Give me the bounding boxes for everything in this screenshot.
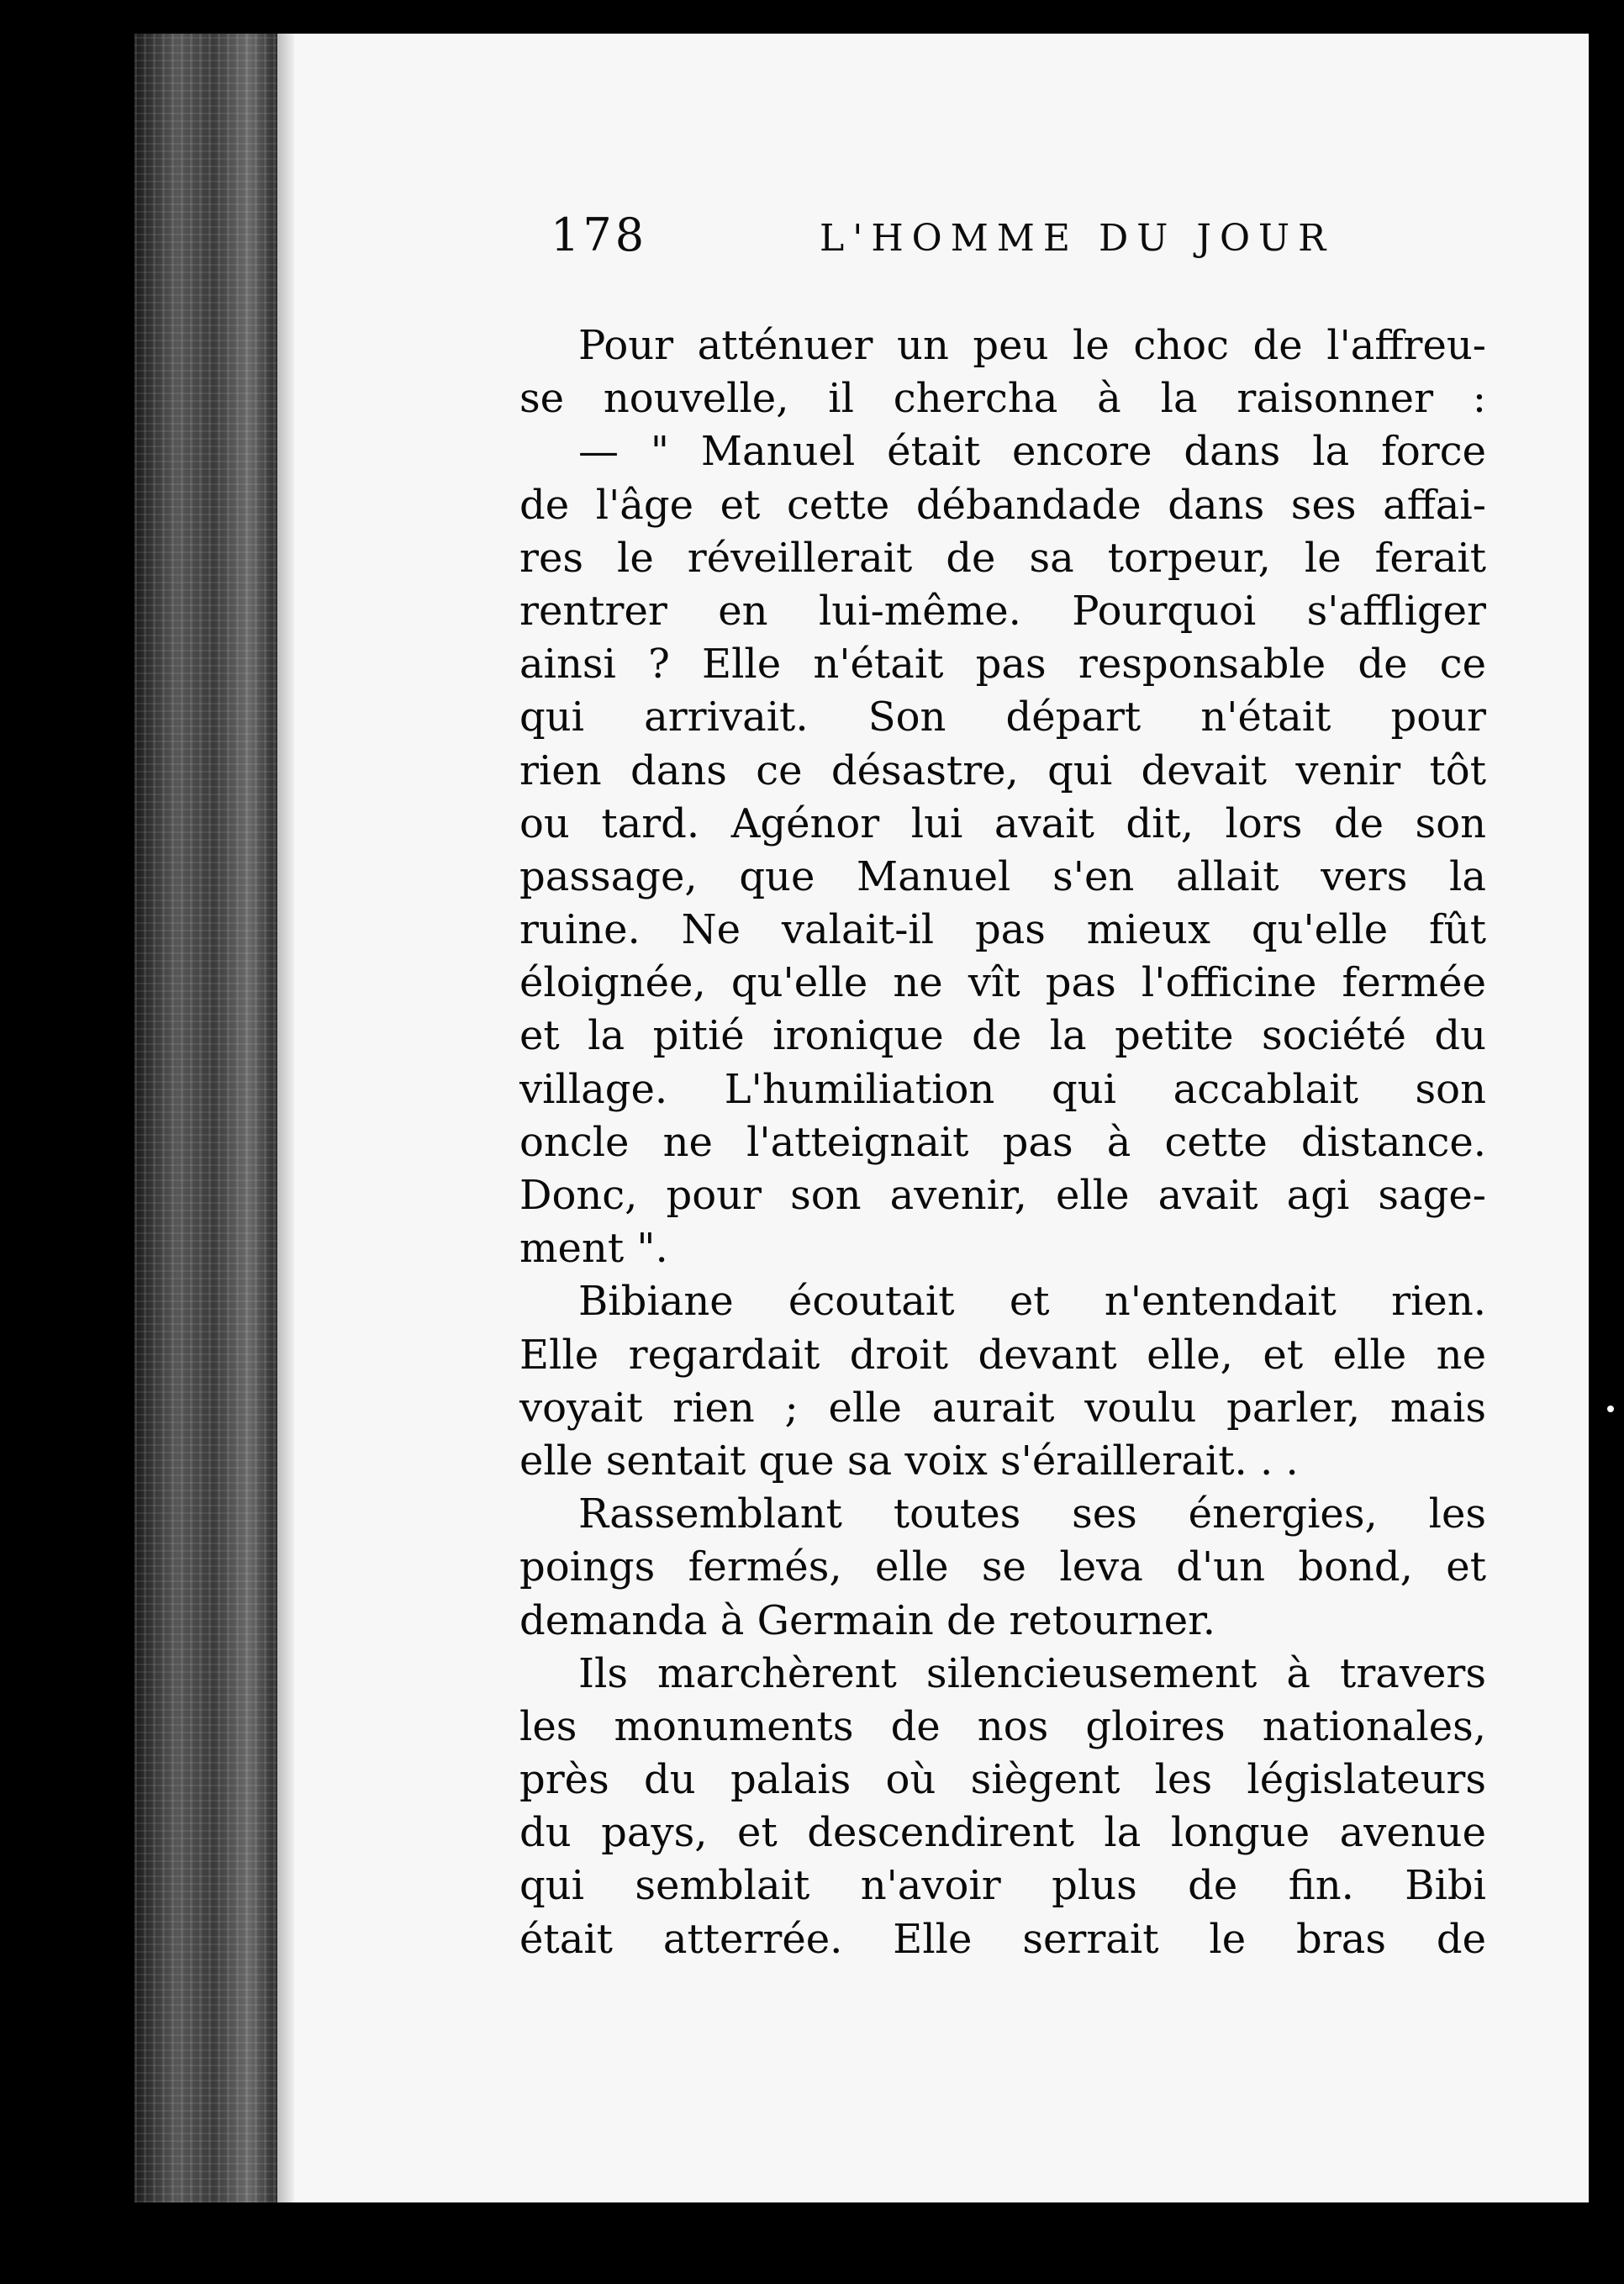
text-line: était atterrée. Elle serrait le bras de [519,1915,1486,1963]
text-line: ment ". [519,1225,668,1273]
text-line: Bibiane écoutait et n'entendait rien. [578,1278,1486,1326]
running-title: L'HOMME DU JOUR [820,217,1335,260]
text-line: se nouvelle, il chercha à la raisonner : [519,375,1486,423]
text-line: Donc, pour son avenir, elle avait agi sage- [519,1172,1486,1219]
text-line: qui arrivait. Son départ n'était pour [519,694,1486,741]
text-line: Rassemblant toutes ses énergies, les [578,1490,1486,1538]
text-line: — " Manuel était encore dans la force [578,428,1486,476]
text-line: Elle regardait droit devant elle, et elle ne [519,1331,1486,1379]
text-line: voyait rien ; elle aurait voulu parler, mais [519,1384,1486,1432]
text-line: oncle ne l'atteignait pas à cette distance. [519,1118,1486,1166]
text-line: poings fermés, elle se leva d'un bond, et [519,1543,1486,1591]
body-text [519,319,1486,1966]
text-line: demanda à Germain de retourner. [519,1596,1216,1644]
text-line: village. L'humiliation qui accablait son [519,1065,1486,1113]
text-line: de l'âge et cette débandade dans ses affai- [519,481,1486,529]
page-number: 178 [551,208,648,261]
text-line: passage, que Manuel s'en allait vers la [519,852,1486,900]
text-line: Ils marchèrent silencieusement à travers [578,1649,1486,1697]
text-line: ou tard. Agénor lui avait dit, lors de son [519,799,1486,847]
text-line: rien dans ce désastre, qui devait venir tôt [519,746,1486,794]
book-binding-edge [134,34,277,2202]
text-line: et la pitié ironique de la petite société du [519,1012,1486,1060]
text-line: qui semblait n'avoir plus de fin. Bibi [519,1862,1486,1910]
text-line: rentrer en lui-même. Pourquoi s'affliger [519,587,1486,635]
text-line: ruine. Ne valait-il pas mieux qu'elle fût [519,906,1486,954]
text-line: elle sentait que sa voix s'éraillerait. . . [519,1437,1299,1485]
scan-speck [1607,1406,1614,1412]
text-line: du pays, et descendirent la longue avenue [519,1809,1486,1857]
page-header [551,193,1559,269]
text-line: ainsi ? Elle n'était pas responsable de ce [519,641,1486,688]
text-line: près du palais où siègent les législateurs [519,1756,1486,1804]
text-line: les monuments de nos gloires nationales, [519,1702,1486,1750]
text-line: Pour atténuer un peu le choc de l'affreu- [578,322,1486,369]
text-line: res le réveillerait de sa torpeur, le ferait [519,534,1486,582]
text-line: éloignée, qu'elle ne vît pas l'officine fermée [519,959,1486,1007]
page-gutter [277,34,296,2202]
book-page [294,34,1589,2202]
